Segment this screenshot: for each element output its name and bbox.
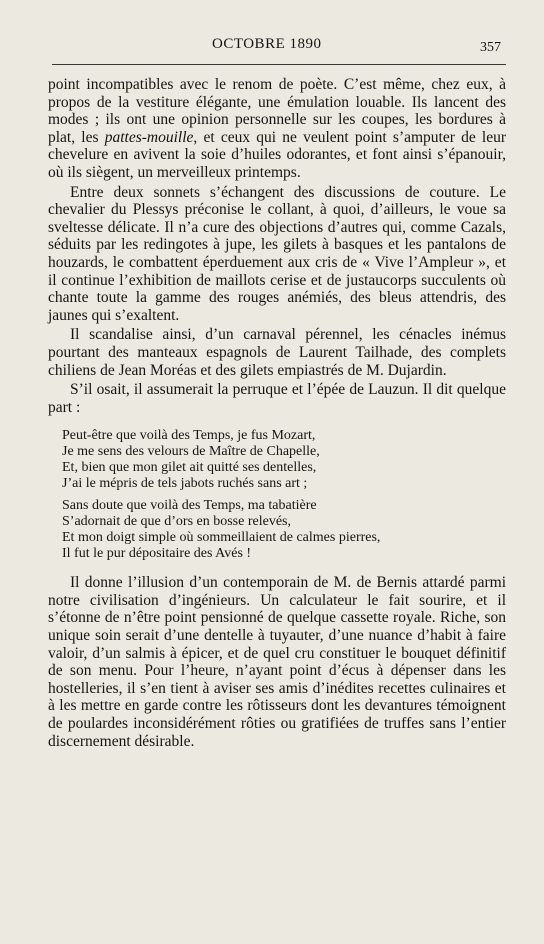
verse-line: Peut-être que voilà des Temps, je fus Mozart, xyxy=(62,428,316,444)
verse-line: Et mon doigt simple où sommeillaient de calmes pierres, xyxy=(62,530,381,546)
paragraph-1 xyxy=(48,76,506,182)
verse-line: Sans doute que voilà des Temps, ma tabatière xyxy=(62,498,317,514)
stanza-1 xyxy=(62,428,506,492)
page-body xyxy=(48,76,506,750)
paragraph-4: S’il osait, il assumerait la perruque et l’épée de Lauzun. Il dit quelque part : xyxy=(48,381,506,416)
paragraph-1-text-b: , et ceux qui ne veulent point s’amputer de leur chevelure en avivent la soie d’huiles odorantes, et font ainsi s’épanouir, où ils siègent, un merveilleux printemps. xyxy=(48,128,506,181)
paragraph-5: Il donne l’illusion d’un contemporain de M. de Bernis attardé parmi notre civilisation d’ingénieurs. Un calculateur le fait sourire, et il s’étonne de n’être point pensionné de quelque cassette royale. Riche, son unique soin serait d’une dentelle à tuyauter, d’une nuance d’habit à faire valoir, d’un salmis à épicer, et de quel cru constituer le bouquet définitif de son menu. Pour l’heure, n’ayant point d’écus à dépenser dans les hostelleries, il s’en tient à aviser ses amis d’inédites recettes culinaires et à les mettre en garde contre les rôtisseurs dont les devantures témoignent de poulardes inconsidérément rôties ou gratifiées de truffes sans l’entier discernement désirable. xyxy=(48,574,506,750)
verse-line: Je me sens des velours de Maître de Chapelle, xyxy=(62,444,320,460)
paragraph-1-italic-term: pattes-mouille xyxy=(104,128,194,146)
page-header xyxy=(0,36,544,58)
verse-line: Et, bien que mon gilet ait quitté ses dentelles, xyxy=(62,460,317,476)
verse-line: S’adornait de que d’ors en bosse relevés, xyxy=(62,514,291,530)
running-title: OCTOBRE 1890 xyxy=(212,36,322,52)
paragraph-1-text-a: point incompatibles avec le renom de poète. C’est même, chez eux, à propos de la vestiture élégante, une émulation louable. Ils lancent des modes ; ils ont une opinion personnelle sur les coupes, les bordures à plat, les xyxy=(48,76,506,146)
paragraph-3: Il scandalise ainsi, d’un carnaval pérennel, les cénacles inémus pourtant des manteaux espagnols de Laurent Tailhade, des complets chiliens de Jean Moréas et des gilets empiastrés de M. Dujardin. xyxy=(48,326,506,379)
verse-line: J’ai le mépris de tels jabots ruchés sans art ; xyxy=(62,476,308,492)
verse-line: Il fut le pur dépositaire des Avés ! xyxy=(62,546,252,562)
verse-quotation xyxy=(62,428,506,562)
header-rule xyxy=(52,64,506,65)
stanza-2 xyxy=(62,498,506,562)
paragraph-2: Entre deux sonnets s’échangent des discussions de couture. Le chevalier du Plessys préconise le collant, à quoi, d’ailleurs, le voue sa sveltesse délicate. Il n’a cure des objections d’autres qui, comme Cazals, séduits par les redingotes à jupe, les gilets à basques et les pantalons de houzards, le combattent éperduement aux cris de « Vive l’Ampleur », et il continue l’exhibition de maillots cerise et de justaucorps succulents où chante toute la gamme des rouges anémiés, des bleus attendris, des jaunes qui s’exaltent. xyxy=(48,183,506,324)
page-number: 357 xyxy=(480,40,501,55)
